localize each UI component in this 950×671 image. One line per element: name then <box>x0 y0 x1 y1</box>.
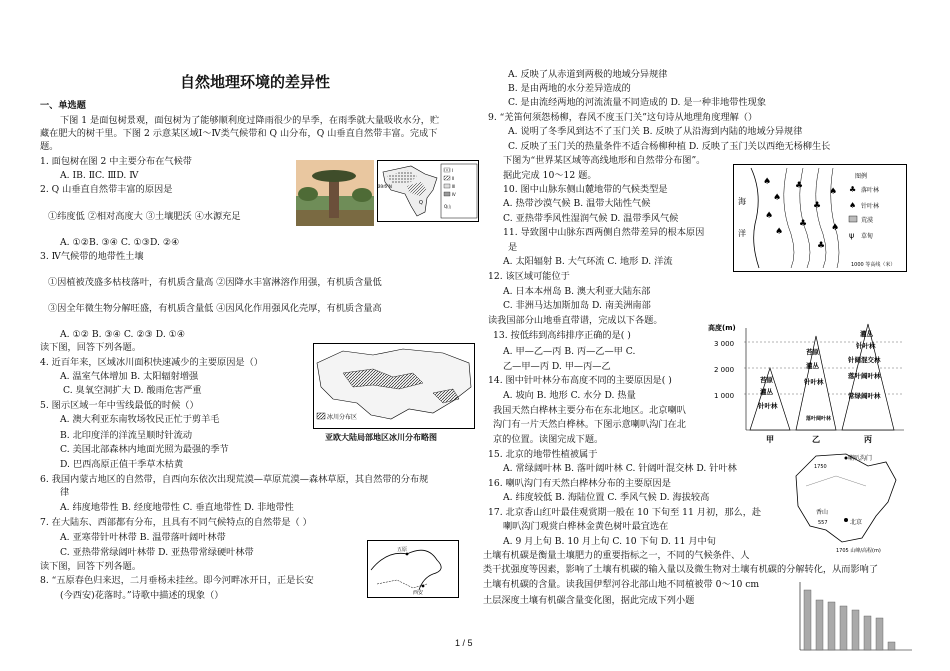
svg-text:ψ: ψ <box>849 231 855 240</box>
svg-text:♣: ♣ <box>795 181 804 191</box>
left-text-line: 读下图，回答下列各题。 <box>40 342 142 353</box>
glacier-legend: 冰川分布区 <box>327 414 358 421</box>
left-text-line: 2. Q 山垂直自然带丰富的原因是 <box>40 184 173 195</box>
soil-carbon-chart <box>790 580 914 664</box>
q-legend-label: Q山 <box>444 204 452 209</box>
svg-text:常绿阔叶林: 常绿阔叶林 <box>848 392 881 400</box>
svg-text:灌丛: 灌丛 <box>860 330 873 338</box>
beijing-legend: 1705 山峰/高程(m) <box>836 548 881 554</box>
page-title: 自然地理环境的差异性 <box>179 73 330 91</box>
right-text-line: A. 反映了从赤道到两极的地域分异规律 <box>508 69 668 80</box>
left-text-line: 1. 面包树在图 2 中主要分布在气候带 <box>40 156 192 167</box>
left-text-line: D. 巴西高原正值干季草木枯黄 <box>60 459 184 470</box>
left-text-line: B. 北印度洋的洋流呈顺时针流动 <box>60 430 193 441</box>
peak-1750: 1750 <box>814 464 827 470</box>
right-text-line: A. 说明了冬季风到达不了玉门关 B. 反映了从沿海到内陆的地域分异规律 <box>508 126 803 137</box>
right-text-line: 10. 图中山脉东侧山麓地带的气候类型是 <box>503 184 668 195</box>
right-text-line: 11. 导致图中山脉东西两侧自然带差异的根本原因 <box>503 227 705 238</box>
svg-text:♠: ♠ <box>763 177 772 187</box>
zone-legend-title: 图例 <box>855 173 868 180</box>
svg-text:♠: ♠ <box>829 187 838 197</box>
svg-text:♠: ♠ <box>775 227 784 237</box>
sea-label-1: 海 <box>738 197 746 206</box>
right-text-line: A. 纬度较低 B. 海陆位置 C. 季风气候 D. 海拔较高 <box>503 492 710 503</box>
svg-text:♣: ♣ <box>799 219 808 229</box>
svg-text:灌丛: 灌丛 <box>806 362 819 370</box>
beijing-map <box>776 446 910 556</box>
vertical-zone-chart <box>708 322 908 446</box>
right-text-line: 沟门有一片天然白桦林。下图示意喇叭沟门在北 <box>493 419 686 430</box>
left-text-line: A. ⅠB. ⅡC. ⅢD. Ⅳ <box>60 170 139 181</box>
left-text-line: A. 温室气体增加 B. 太阳辐射增强 <box>60 371 199 382</box>
svg-text:落叶阔叶林: 落叶阔叶林 <box>848 372 881 380</box>
right-text-line: 乙—甲—丙 D. 甲—丙—乙 <box>503 361 611 372</box>
mountain-bing: 丙 <box>864 435 872 444</box>
zone-legend-3: 荒漠 <box>861 217 874 224</box>
svg-text:Ⅲ: Ⅲ <box>452 184 455 189</box>
right-text-line: 据此完成 10～12 题。 <box>503 170 597 181</box>
latitude-label: 23.5°N <box>378 184 392 189</box>
left-text-line: 3. Ⅳ气候带的地带性土壤 <box>40 251 144 262</box>
zone-legend-4: 草甸 <box>861 233 874 240</box>
right-text-line: C. 亚热带季风性湿润气候 D. 温带季风气候 <box>503 213 679 224</box>
svg-text:♠: ♠ <box>773 193 782 203</box>
ytick-1000: 1 000 <box>714 392 735 400</box>
place-xiangshan: 香山 <box>816 509 829 516</box>
left-text-line: ③因全年微生物分解旺盛，有机质含量低 ④因风化作用强风化壳厚，有机质含量高 <box>48 303 382 314</box>
left-text-line: 读下图，回答下列各题。 <box>40 561 142 572</box>
right-text-line: A. 日本本州岛 B. 澳大利亚大陆东部 <box>503 286 651 297</box>
right-text-line: 读我国部分山地垂直带谱，完成以下各题。 <box>488 315 663 326</box>
right-text-line: 是 <box>508 242 518 253</box>
right-text-line: 9. “羌笛何须怨杨柳，春风不度玉门关”这句诗从地理角度理解（） <box>488 112 758 123</box>
right-text-line: A. 热带沙漠气候 B. 温带大陆性气候 <box>503 198 651 209</box>
right-text-line: A. 9 月上旬 B. 10 月上旬 C. 10 下旬 D. 11 月中旬 <box>503 536 716 547</box>
left-text-line: 6. 我国内蒙古地区的自然带，自西向东依次出现荒漠—草原荒漠—森林草原，其自然带的分布规 <box>40 474 429 485</box>
right-text-line: A. 甲—乙—丙 B. 丙—乙—甲 C. <box>503 346 636 357</box>
mountain-yi: 乙 <box>812 435 820 444</box>
ytick-2000: 2 000 <box>714 366 735 374</box>
africa-climate-map <box>377 160 479 222</box>
svg-text:♠: ♠ <box>765 211 774 221</box>
svg-text:Ⅰ: Ⅰ <box>452 168 454 173</box>
right-text-line: 我国天然白桦林主要分布在东北地区。北京喇叭 <box>493 405 686 416</box>
q-mountain-label: Q <box>419 200 423 206</box>
right-text-line: 17. 北京香山红叶最佳观赏期一般在 10 下旬至 11 月初，那么，赴 <box>488 507 762 518</box>
svg-text:落叶阔叶林: 落叶阔叶林 <box>806 416 832 422</box>
right-text-line: C. 非洲马达加斯加岛 D. 南美洲南部 <box>503 300 651 311</box>
city-wuyuan: 五原 <box>397 547 408 553</box>
right-text-line: 16. 喇叭沟门有天然白桦林分布的主要原因是 <box>488 478 671 489</box>
left-text-line: 4. 近百年来，区域冰川面积快速减少的主要原因是（） <box>40 357 263 368</box>
zone-legend-2: 针叶林 <box>861 203 880 210</box>
svg-text:针叶林: 针叶林 <box>804 378 824 386</box>
svg-text:♣: ♣ <box>817 241 826 251</box>
sea-label-2: 洋 <box>738 229 746 238</box>
right-text-line: 15. 北京的地带性植被属于 <box>488 449 598 460</box>
page-number: 1 / 5 <box>455 638 473 648</box>
glacier-map-caption: 亚欧大陆局部地区冰川分布略图 <box>325 433 437 442</box>
left-text-line: 8. “五原春色归来迟，二月垂杨未挂丝。即今河畔冰开日，正是长安 <box>40 575 314 586</box>
left-text-line: ①纬度低 ②相对高度大 ③土壤肥沃 ④水源充足 <box>48 211 241 222</box>
right-text-line: C. 是由流经两地的河流流量不同造成的 D. 是一种非地带性现象 <box>508 97 767 108</box>
right-text-line: 土壤有机碳的含量。读我国伊犁河谷北部山地不同植被带 0～10 cm <box>483 579 760 590</box>
city-map <box>367 540 459 598</box>
zone-legend-1: 落叶林 <box>861 187 880 194</box>
left-text-line: 藏在肥大的树干里。下图 2 示意某区域Ⅰ～Ⅳ类气候带和 Q 山分布，Q 山垂直自然带丰富。完成下 <box>40 128 438 139</box>
right-text-line: 京的位置。读图完成下题。 <box>493 434 604 445</box>
svg-text:Ⅱ: Ⅱ <box>452 176 454 181</box>
section-heading: 一、单选题 <box>40 100 86 111</box>
svg-text:♠: ♠ <box>831 223 840 233</box>
right-text-line: A. 常绿阔叶林 B. 落叶阔叶林 C. 针阔叶混交林 D. 针叶林 <box>503 463 737 474</box>
right-text-line: 土壤有机碳是衡量土壤肥力的重要指标之一，不同的气候条件、人 <box>483 550 750 561</box>
zone-map <box>733 164 907 272</box>
left-text-line: 5. 图示区域一年中雪线最低的时候（） <box>40 400 199 411</box>
place-beijing: 北京 <box>850 519 863 526</box>
right-text-line: 12. 该区域可能位于 <box>488 271 570 282</box>
right-text-line: 下图为“世界某区域等高线地形和自然带分布图”。 <box>503 155 706 166</box>
glacier-map <box>313 343 475 445</box>
svg-text:♣: ♣ <box>813 201 822 211</box>
left-text-line: (今西安)花落时。”诗歌中描述的现象（） <box>60 590 224 601</box>
left-text-line: A. ①② B. ③④ C. ②③ D. ①④ <box>60 329 186 340</box>
mountain-jia: 甲 <box>766 435 774 444</box>
contour-legend: 1000 等高线（米） <box>851 262 896 268</box>
svg-text:Ⅳ: Ⅳ <box>452 192 456 197</box>
left-text-line: 律 <box>60 487 70 498</box>
left-text-line: A. 澳大利亚东南牧场牧民正忙于剪羊毛 <box>60 414 220 425</box>
left-text-line: A. 纬度地带性 B. 经度地带性 C. 垂直地带性 D. 非地带性 <box>60 502 294 513</box>
svg-text:♣: ♣ <box>849 185 857 194</box>
baobab-photo <box>296 160 374 226</box>
svg-text:苔原: 苔原 <box>760 376 773 384</box>
right-text-line: 14. 图中针叶林分布高度不同的主要原因是( ) <box>488 375 672 386</box>
ytick-3000: 3 000 <box>714 340 735 348</box>
left-text-line: 题。 <box>40 141 59 152</box>
peak-557: 557 <box>818 520 828 526</box>
right-text-line: 喇叭沟门观赏白桦林金黄色树叶最宜选在 <box>503 521 669 532</box>
right-text-line: 13. 按低纬到高纬排序正确的是( ) <box>493 330 631 341</box>
vertical-ylabel: 高度(m) <box>708 324 736 332</box>
left-text-line: 7. 在大陆东、西部都有分布，且具有不同气候特点的自然带是（ ） <box>40 517 312 528</box>
right-text-line: A. 太阳辐射 B. 大气环流 C. 地形 D. 洋流 <box>503 256 673 267</box>
svg-text:苔原: 苔原 <box>806 348 819 356</box>
left-text-line: A. ①②B. ③④ C. ①③D. ②④ <box>60 237 180 248</box>
right-text-line: 类干扰强度等因素，影响了土壤有机碳的输入量以及微生物对土壤有机碳的分解转化，从而影响了 <box>483 564 879 575</box>
svg-text:♠: ♠ <box>849 201 857 210</box>
svg-text:灌丛: 灌丛 <box>760 388 773 396</box>
left-text-line: C. 亚热带常绿阔叶林带 D. 亚热带常绿硬叶林带 <box>60 547 254 558</box>
left-text-line: ①因植被茂盛多枯枝落叶，有机质含量高 ②因降水丰富淋溶作用强，有机质含量低 <box>48 277 382 288</box>
place-labagoumen: 喇叭沟门 <box>848 455 873 462</box>
svg-text:针叶林: 针叶林 <box>856 342 876 350</box>
right-text-line: B. 是由两地的水分差异造成的 <box>508 83 631 94</box>
left-text-line: A. 亚寒带针叶林带 B. 温带落叶阔叶林带 <box>60 532 226 543</box>
right-text-line: C. 反映了玉门关的热量条件不适合杨柳种植 D. 反映了玉门关以西绝无杨柳生长 <box>508 141 831 152</box>
left-text-line: C. 臭氧空洞扩大 D. 酸雨危害严重 <box>63 385 202 396</box>
svg-text:针叶林: 针叶林 <box>758 402 778 410</box>
right-text-line: 土层深度土壤有机碳含量变化图，据此完成下列小题 <box>483 595 695 606</box>
left-text-line: 下图 1 是面包树景观，面包树为了能够顺利度过降雨很少的旱季，在雨季就大量吸收水分，贮 <box>60 115 440 126</box>
svg-text:针阔混交林: 针阔混交林 <box>848 356 881 364</box>
right-text-line: A. 坡向 B. 地形 C. 水分 D. 热量 <box>503 390 636 401</box>
city-xian: 西安 <box>413 590 424 596</box>
left-text-line: C. 美国北部森林内地面光照为最强的季节 <box>60 444 229 455</box>
